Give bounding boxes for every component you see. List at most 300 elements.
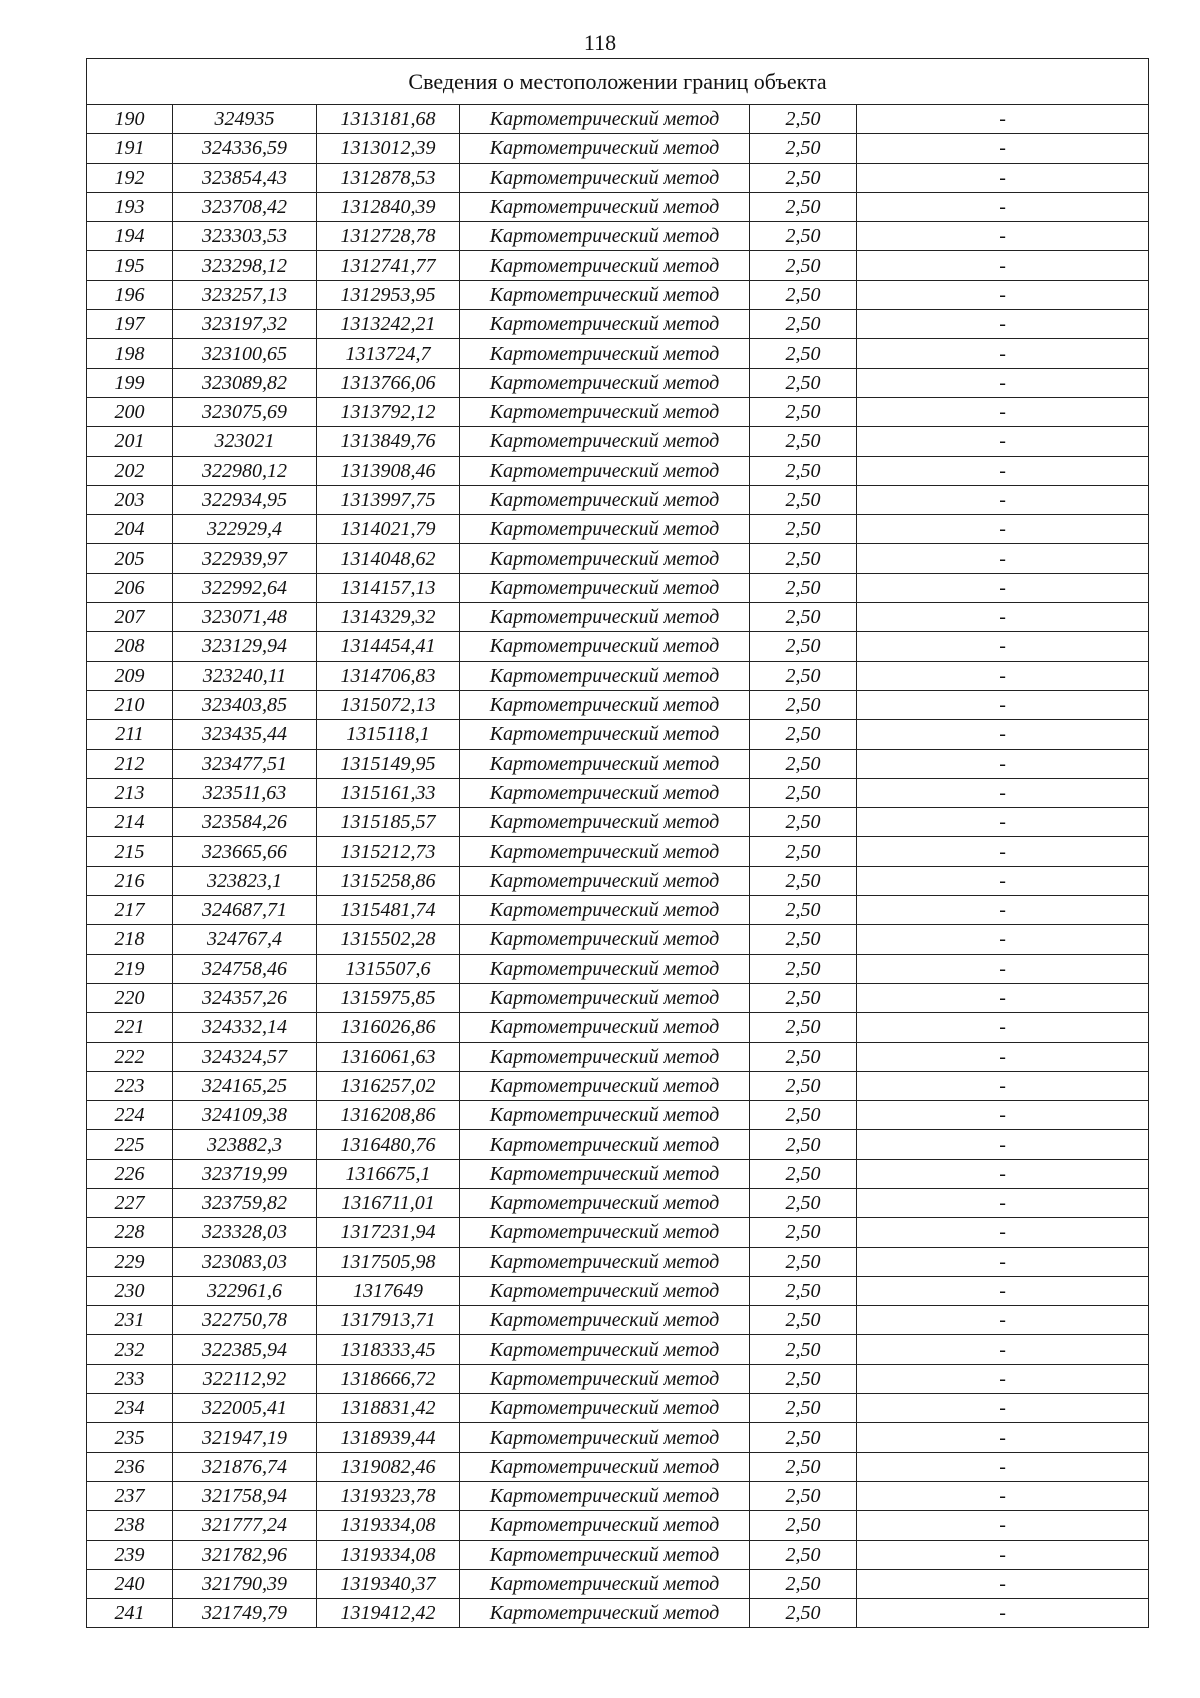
method-cell: Картометрический метод bbox=[460, 1042, 750, 1071]
accuracy-cell: 2,50 bbox=[750, 368, 857, 397]
x-coordinate-cell: 323021 bbox=[173, 427, 317, 456]
accuracy-cell: 2,50 bbox=[750, 1247, 857, 1276]
description-cell: - bbox=[857, 368, 1149, 397]
table-row bbox=[87, 515, 1149, 544]
method-cell: Картометрический метод bbox=[460, 778, 750, 807]
x-coordinate-cell: 323854,43 bbox=[173, 163, 317, 192]
accuracy-cell: 2,50 bbox=[750, 1540, 857, 1569]
x-coordinate-cell: 322005,41 bbox=[173, 1394, 317, 1423]
method-cell: Картометрический метод bbox=[460, 192, 750, 221]
accuracy-cell: 2,50 bbox=[750, 192, 857, 221]
table-row bbox=[87, 397, 1149, 426]
point-number-cell: 197 bbox=[87, 310, 173, 339]
method-cell: Картометрический метод bbox=[460, 1247, 750, 1276]
y-coordinate-cell: 1315502,28 bbox=[317, 925, 460, 954]
point-number-cell: 192 bbox=[87, 163, 173, 192]
method-cell: Картометрический метод bbox=[460, 749, 750, 778]
point-number-cell: 226 bbox=[87, 1159, 173, 1188]
method-cell: Картометрический метод bbox=[460, 896, 750, 925]
x-coordinate-cell: 323129,94 bbox=[173, 632, 317, 661]
accuracy-cell: 2,50 bbox=[750, 749, 857, 778]
accuracy-cell: 2,50 bbox=[750, 1335, 857, 1364]
point-number-cell: 200 bbox=[87, 397, 173, 426]
method-cell: Картометрический метод bbox=[460, 1188, 750, 1217]
table-row bbox=[87, 661, 1149, 690]
table-row bbox=[87, 808, 1149, 837]
table-row bbox=[87, 1306, 1149, 1335]
point-number-cell: 236 bbox=[87, 1452, 173, 1481]
point-number-cell: 201 bbox=[87, 427, 173, 456]
x-coordinate-cell: 323665,66 bbox=[173, 837, 317, 866]
description-cell: - bbox=[857, 778, 1149, 807]
accuracy-cell: 2,50 bbox=[750, 661, 857, 690]
point-number-cell: 221 bbox=[87, 1013, 173, 1042]
point-number-cell: 230 bbox=[87, 1276, 173, 1305]
point-number-cell: 203 bbox=[87, 485, 173, 514]
x-coordinate-cell: 322992,64 bbox=[173, 573, 317, 602]
y-coordinate-cell: 1315149,95 bbox=[317, 749, 460, 778]
x-coordinate-cell: 321782,96 bbox=[173, 1540, 317, 1569]
description-cell: - bbox=[857, 222, 1149, 251]
table-row bbox=[87, 573, 1149, 602]
y-coordinate-cell: 1315185,57 bbox=[317, 808, 460, 837]
table-row bbox=[87, 837, 1149, 866]
table-row bbox=[87, 192, 1149, 221]
point-number-cell: 227 bbox=[87, 1188, 173, 1217]
x-coordinate-cell: 321790,39 bbox=[173, 1569, 317, 1598]
x-coordinate-cell: 323298,12 bbox=[173, 251, 317, 280]
method-cell: Картометрический метод bbox=[460, 720, 750, 749]
y-coordinate-cell: 1318939,44 bbox=[317, 1423, 460, 1452]
x-coordinate-cell: 321777,24 bbox=[173, 1511, 317, 1540]
x-coordinate-cell: 324935 bbox=[173, 105, 317, 134]
point-number-cell: 234 bbox=[87, 1394, 173, 1423]
description-cell: - bbox=[857, 1071, 1149, 1100]
boundary-coordinates-table bbox=[86, 58, 1149, 1628]
description-cell: - bbox=[857, 954, 1149, 983]
accuracy-cell: 2,50 bbox=[750, 778, 857, 807]
x-coordinate-cell: 324767,4 bbox=[173, 925, 317, 954]
accuracy-cell: 2,50 bbox=[750, 1394, 857, 1423]
method-cell: Картометрический метод bbox=[460, 603, 750, 632]
y-coordinate-cell: 1319340,37 bbox=[317, 1569, 460, 1598]
x-coordinate-cell: 321758,94 bbox=[173, 1481, 317, 1510]
description-cell: - bbox=[857, 632, 1149, 661]
y-coordinate-cell: 1316711,01 bbox=[317, 1188, 460, 1217]
point-number-cell: 212 bbox=[87, 749, 173, 778]
method-cell: Картометрический метод bbox=[460, 661, 750, 690]
point-number-cell: 219 bbox=[87, 954, 173, 983]
method-cell: Картометрический метод bbox=[460, 808, 750, 837]
y-coordinate-cell: 1319334,08 bbox=[317, 1540, 460, 1569]
description-cell: - bbox=[857, 1247, 1149, 1276]
x-coordinate-cell: 322961,6 bbox=[173, 1276, 317, 1305]
table-row bbox=[87, 1335, 1149, 1364]
table-row bbox=[87, 1394, 1149, 1423]
y-coordinate-cell: 1314021,79 bbox=[317, 515, 460, 544]
method-cell: Картометрический метод bbox=[460, 1394, 750, 1423]
y-coordinate-cell: 1315507,6 bbox=[317, 954, 460, 983]
method-cell: Картометрический метод bbox=[460, 1306, 750, 1335]
method-cell: Картометрический метод bbox=[460, 456, 750, 485]
method-cell: Картометрический метод bbox=[460, 105, 750, 134]
x-coordinate-cell: 323257,13 bbox=[173, 280, 317, 309]
table-row bbox=[87, 222, 1149, 251]
y-coordinate-cell: 1317231,94 bbox=[317, 1218, 460, 1247]
description-cell: - bbox=[857, 251, 1149, 280]
method-cell: Картометрический метод bbox=[460, 1013, 750, 1042]
method-cell: Картометрический метод bbox=[460, 280, 750, 309]
method-cell: Картометрический метод bbox=[460, 837, 750, 866]
description-cell: - bbox=[857, 1423, 1149, 1452]
point-number-cell: 195 bbox=[87, 251, 173, 280]
accuracy-cell: 2,50 bbox=[750, 515, 857, 544]
y-coordinate-cell: 1312878,53 bbox=[317, 163, 460, 192]
x-coordinate-cell: 324336,59 bbox=[173, 134, 317, 163]
x-coordinate-cell: 323719,99 bbox=[173, 1159, 317, 1188]
accuracy-cell: 2,50 bbox=[750, 456, 857, 485]
y-coordinate-cell: 1313242,21 bbox=[317, 310, 460, 339]
description-cell: - bbox=[857, 339, 1149, 368]
point-number-cell: 232 bbox=[87, 1335, 173, 1364]
y-coordinate-cell: 1313908,46 bbox=[317, 456, 460, 485]
method-cell: Картометрический метод bbox=[460, 134, 750, 163]
point-number-cell: 216 bbox=[87, 866, 173, 895]
description-cell: - bbox=[857, 1218, 1149, 1247]
accuracy-cell: 2,50 bbox=[750, 1452, 857, 1481]
point-number-cell: 239 bbox=[87, 1540, 173, 1569]
x-coordinate-cell: 322750,78 bbox=[173, 1306, 317, 1335]
y-coordinate-cell: 1313849,76 bbox=[317, 427, 460, 456]
x-coordinate-cell: 323303,53 bbox=[173, 222, 317, 251]
x-coordinate-cell: 323403,85 bbox=[173, 690, 317, 719]
method-cell: Картометрический метод bbox=[460, 925, 750, 954]
accuracy-cell: 2,50 bbox=[750, 1364, 857, 1393]
accuracy-cell: 2,50 bbox=[750, 163, 857, 192]
method-cell: Картометрический метод bbox=[460, 1335, 750, 1364]
accuracy-cell: 2,50 bbox=[750, 1071, 857, 1100]
accuracy-cell: 2,50 bbox=[750, 1423, 857, 1452]
point-number-cell: 223 bbox=[87, 1071, 173, 1100]
y-coordinate-cell: 1317913,71 bbox=[317, 1306, 460, 1335]
x-coordinate-cell: 324165,25 bbox=[173, 1071, 317, 1100]
point-number-cell: 204 bbox=[87, 515, 173, 544]
table-row bbox=[87, 1540, 1149, 1569]
point-number-cell: 191 bbox=[87, 134, 173, 163]
description-cell: - bbox=[857, 1511, 1149, 1540]
table-row bbox=[87, 866, 1149, 895]
accuracy-cell: 2,50 bbox=[750, 690, 857, 719]
x-coordinate-cell: 322934,95 bbox=[173, 485, 317, 514]
y-coordinate-cell: 1318666,72 bbox=[317, 1364, 460, 1393]
method-cell: Картометрический метод bbox=[460, 983, 750, 1012]
x-coordinate-cell: 322929,4 bbox=[173, 515, 317, 544]
point-number-cell: 229 bbox=[87, 1247, 173, 1276]
accuracy-cell: 2,50 bbox=[750, 603, 857, 632]
point-number-cell: 202 bbox=[87, 456, 173, 485]
accuracy-cell: 2,50 bbox=[750, 1042, 857, 1071]
table-row bbox=[87, 632, 1149, 661]
point-number-cell: 217 bbox=[87, 896, 173, 925]
description-cell: - bbox=[857, 163, 1149, 192]
table-row bbox=[87, 954, 1149, 983]
x-coordinate-cell: 323708,42 bbox=[173, 192, 317, 221]
method-cell: Картометрический метод bbox=[460, 690, 750, 719]
table-row bbox=[87, 310, 1149, 339]
point-number-cell: 241 bbox=[87, 1599, 173, 1628]
y-coordinate-cell: 1312840,39 bbox=[317, 192, 460, 221]
table-row bbox=[87, 1159, 1149, 1188]
point-number-cell: 198 bbox=[87, 339, 173, 368]
description-cell: - bbox=[857, 134, 1149, 163]
method-cell: Картометрический метод bbox=[460, 1101, 750, 1130]
table-row bbox=[87, 1042, 1149, 1071]
y-coordinate-cell: 1319412,42 bbox=[317, 1599, 460, 1628]
y-coordinate-cell: 1313766,06 bbox=[317, 368, 460, 397]
y-coordinate-cell: 1314706,83 bbox=[317, 661, 460, 690]
table-row bbox=[87, 1569, 1149, 1598]
description-cell: - bbox=[857, 1364, 1149, 1393]
table-row bbox=[87, 163, 1149, 192]
x-coordinate-cell: 323071,48 bbox=[173, 603, 317, 632]
point-number-cell: 206 bbox=[87, 573, 173, 602]
accuracy-cell: 2,50 bbox=[750, 1276, 857, 1305]
accuracy-cell: 2,50 bbox=[750, 1101, 857, 1130]
table-row bbox=[87, 1276, 1149, 1305]
y-coordinate-cell: 1315212,73 bbox=[317, 837, 460, 866]
table-row bbox=[87, 1364, 1149, 1393]
method-cell: Картометрический метод bbox=[460, 544, 750, 573]
method-cell: Картометрический метод bbox=[460, 310, 750, 339]
y-coordinate-cell: 1318831,42 bbox=[317, 1394, 460, 1423]
description-cell: - bbox=[857, 720, 1149, 749]
y-coordinate-cell: 1316480,76 bbox=[317, 1130, 460, 1159]
point-number-cell: 213 bbox=[87, 778, 173, 807]
x-coordinate-cell: 322980,12 bbox=[173, 456, 317, 485]
method-cell: Картометрический метод bbox=[460, 163, 750, 192]
description-cell: - bbox=[857, 456, 1149, 485]
table-body bbox=[87, 105, 1149, 1628]
method-cell: Картометрический метод bbox=[460, 1423, 750, 1452]
description-cell: - bbox=[857, 1452, 1149, 1481]
accuracy-cell: 2,50 bbox=[750, 573, 857, 602]
table-row bbox=[87, 339, 1149, 368]
description-cell: - bbox=[857, 1306, 1149, 1335]
description-cell: - bbox=[857, 749, 1149, 778]
description-cell: - bbox=[857, 1599, 1149, 1628]
point-number-cell: 193 bbox=[87, 192, 173, 221]
y-coordinate-cell: 1319082,46 bbox=[317, 1452, 460, 1481]
method-cell: Картометрический метод bbox=[460, 954, 750, 983]
x-coordinate-cell: 323759,82 bbox=[173, 1188, 317, 1217]
description-cell: - bbox=[857, 485, 1149, 514]
table-row bbox=[87, 896, 1149, 925]
x-coordinate-cell: 323328,03 bbox=[173, 1218, 317, 1247]
accuracy-cell: 2,50 bbox=[750, 1481, 857, 1510]
y-coordinate-cell: 1316061,63 bbox=[317, 1042, 460, 1071]
x-coordinate-cell: 323882,3 bbox=[173, 1130, 317, 1159]
y-coordinate-cell: 1312953,95 bbox=[317, 280, 460, 309]
point-number-cell: 214 bbox=[87, 808, 173, 837]
y-coordinate-cell: 1313997,75 bbox=[317, 485, 460, 514]
point-number-cell: 199 bbox=[87, 368, 173, 397]
point-number-cell: 190 bbox=[87, 105, 173, 134]
description-cell: - bbox=[857, 1188, 1149, 1217]
point-number-cell: 224 bbox=[87, 1101, 173, 1130]
accuracy-cell: 2,50 bbox=[750, 339, 857, 368]
x-coordinate-cell: 324332,14 bbox=[173, 1013, 317, 1042]
point-number-cell: 209 bbox=[87, 661, 173, 690]
accuracy-cell: 2,50 bbox=[750, 1013, 857, 1042]
point-number-cell: 194 bbox=[87, 222, 173, 251]
y-coordinate-cell: 1316675,1 bbox=[317, 1159, 460, 1188]
accuracy-cell: 2,50 bbox=[750, 1188, 857, 1217]
table-row bbox=[87, 134, 1149, 163]
method-cell: Картометрический метод bbox=[460, 397, 750, 426]
table-row bbox=[87, 427, 1149, 456]
description-cell: - bbox=[857, 192, 1149, 221]
method-cell: Картометрический метод bbox=[460, 632, 750, 661]
method-cell: Картометрический метод bbox=[460, 573, 750, 602]
table-row bbox=[87, 1247, 1149, 1276]
description-cell: - bbox=[857, 983, 1149, 1012]
description-cell: - bbox=[857, 603, 1149, 632]
table-row bbox=[87, 1452, 1149, 1481]
description-cell: - bbox=[857, 515, 1149, 544]
table-row bbox=[87, 485, 1149, 514]
point-number-cell: 220 bbox=[87, 983, 173, 1012]
method-cell: Картометрический метод bbox=[460, 339, 750, 368]
table-row bbox=[87, 690, 1149, 719]
description-cell: - bbox=[857, 1042, 1149, 1071]
description-cell: - bbox=[857, 837, 1149, 866]
point-number-cell: 233 bbox=[87, 1364, 173, 1393]
point-number-cell: 222 bbox=[87, 1042, 173, 1071]
accuracy-cell: 2,50 bbox=[750, 808, 857, 837]
point-number-cell: 196 bbox=[87, 280, 173, 309]
y-coordinate-cell: 1313181,68 bbox=[317, 105, 460, 134]
x-coordinate-cell: 323197,32 bbox=[173, 310, 317, 339]
description-cell: - bbox=[857, 808, 1149, 837]
accuracy-cell: 2,50 bbox=[750, 954, 857, 983]
point-number-cell: 225 bbox=[87, 1130, 173, 1159]
point-number-cell: 215 bbox=[87, 837, 173, 866]
point-number-cell: 238 bbox=[87, 1511, 173, 1540]
x-coordinate-cell: 324109,38 bbox=[173, 1101, 317, 1130]
method-cell: Картометрический метод bbox=[460, 1159, 750, 1188]
table-row bbox=[87, 1599, 1149, 1628]
accuracy-cell: 2,50 bbox=[750, 1159, 857, 1188]
y-coordinate-cell: 1313012,39 bbox=[317, 134, 460, 163]
table-row bbox=[87, 603, 1149, 632]
table-row bbox=[87, 368, 1149, 397]
table-row bbox=[87, 720, 1149, 749]
x-coordinate-cell: 323100,65 bbox=[173, 339, 317, 368]
accuracy-cell: 2,50 bbox=[750, 1599, 857, 1628]
table-row bbox=[87, 1013, 1149, 1042]
method-cell: Картометрический метод bbox=[460, 1071, 750, 1100]
accuracy-cell: 2,50 bbox=[750, 485, 857, 514]
y-coordinate-cell: 1314454,41 bbox=[317, 632, 460, 661]
description-cell: - bbox=[857, 690, 1149, 719]
table-row bbox=[87, 456, 1149, 485]
x-coordinate-cell: 324687,71 bbox=[173, 896, 317, 925]
accuracy-cell: 2,50 bbox=[750, 1130, 857, 1159]
table-title-row bbox=[87, 59, 1149, 105]
description-cell: - bbox=[857, 310, 1149, 339]
table-row bbox=[87, 1218, 1149, 1247]
accuracy-cell: 2,50 bbox=[750, 632, 857, 661]
accuracy-cell: 2,50 bbox=[750, 1569, 857, 1598]
accuracy-cell: 2,50 bbox=[750, 222, 857, 251]
accuracy-cell: 2,50 bbox=[750, 427, 857, 456]
description-cell: - bbox=[857, 544, 1149, 573]
table-row bbox=[87, 105, 1149, 134]
y-coordinate-cell: 1315072,13 bbox=[317, 690, 460, 719]
y-coordinate-cell: 1313724,7 bbox=[317, 339, 460, 368]
point-number-cell: 207 bbox=[87, 603, 173, 632]
method-cell: Картометрический метод bbox=[460, 1569, 750, 1598]
description-cell: - bbox=[857, 397, 1149, 426]
accuracy-cell: 2,50 bbox=[750, 925, 857, 954]
method-cell: Картометрический метод bbox=[460, 222, 750, 251]
y-coordinate-cell: 1315258,86 bbox=[317, 866, 460, 895]
accuracy-cell: 2,50 bbox=[750, 105, 857, 134]
method-cell: Картометрический метод bbox=[460, 1540, 750, 1569]
accuracy-cell: 2,50 bbox=[750, 1218, 857, 1247]
y-coordinate-cell: 1319334,08 bbox=[317, 1511, 460, 1540]
y-coordinate-cell: 1315161,33 bbox=[317, 778, 460, 807]
table-row bbox=[87, 1101, 1149, 1130]
method-cell: Картометрический метод bbox=[460, 251, 750, 280]
y-coordinate-cell: 1319323,78 bbox=[317, 1481, 460, 1510]
table-row bbox=[87, 1423, 1149, 1452]
table-row bbox=[87, 1188, 1149, 1217]
x-coordinate-cell: 322385,94 bbox=[173, 1335, 317, 1364]
x-coordinate-cell: 324324,57 bbox=[173, 1042, 317, 1071]
accuracy-cell: 2,50 bbox=[750, 720, 857, 749]
description-cell: - bbox=[857, 1101, 1149, 1130]
y-coordinate-cell: 1317505,98 bbox=[317, 1247, 460, 1276]
description-cell: - bbox=[857, 1335, 1149, 1364]
method-cell: Картометрический метод bbox=[460, 1599, 750, 1628]
point-number-cell: 235 bbox=[87, 1423, 173, 1452]
x-coordinate-cell: 321947,19 bbox=[173, 1423, 317, 1452]
description-cell: - bbox=[857, 661, 1149, 690]
table-row bbox=[87, 280, 1149, 309]
x-coordinate-cell: 323075,69 bbox=[173, 397, 317, 426]
x-coordinate-cell: 322112,92 bbox=[173, 1364, 317, 1393]
x-coordinate-cell: 323511,63 bbox=[173, 778, 317, 807]
y-coordinate-cell: 1314157,13 bbox=[317, 573, 460, 602]
description-cell: - bbox=[857, 1569, 1149, 1598]
y-coordinate-cell: 1316026,86 bbox=[317, 1013, 460, 1042]
accuracy-cell: 2,50 bbox=[750, 896, 857, 925]
accuracy-cell: 2,50 bbox=[750, 983, 857, 1012]
table-title: Сведения о местоположении границ объекта bbox=[87, 59, 1149, 105]
y-coordinate-cell: 1318333,45 bbox=[317, 1335, 460, 1364]
table-row bbox=[87, 544, 1149, 573]
x-coordinate-cell: 323240,11 bbox=[173, 661, 317, 690]
point-number-cell: 208 bbox=[87, 632, 173, 661]
point-number-cell: 205 bbox=[87, 544, 173, 573]
description-cell: - bbox=[857, 280, 1149, 309]
description-cell: - bbox=[857, 1276, 1149, 1305]
page-number: 118 bbox=[583, 30, 617, 55]
point-number-cell: 237 bbox=[87, 1481, 173, 1510]
x-coordinate-cell: 323089,82 bbox=[173, 368, 317, 397]
table-row bbox=[87, 778, 1149, 807]
